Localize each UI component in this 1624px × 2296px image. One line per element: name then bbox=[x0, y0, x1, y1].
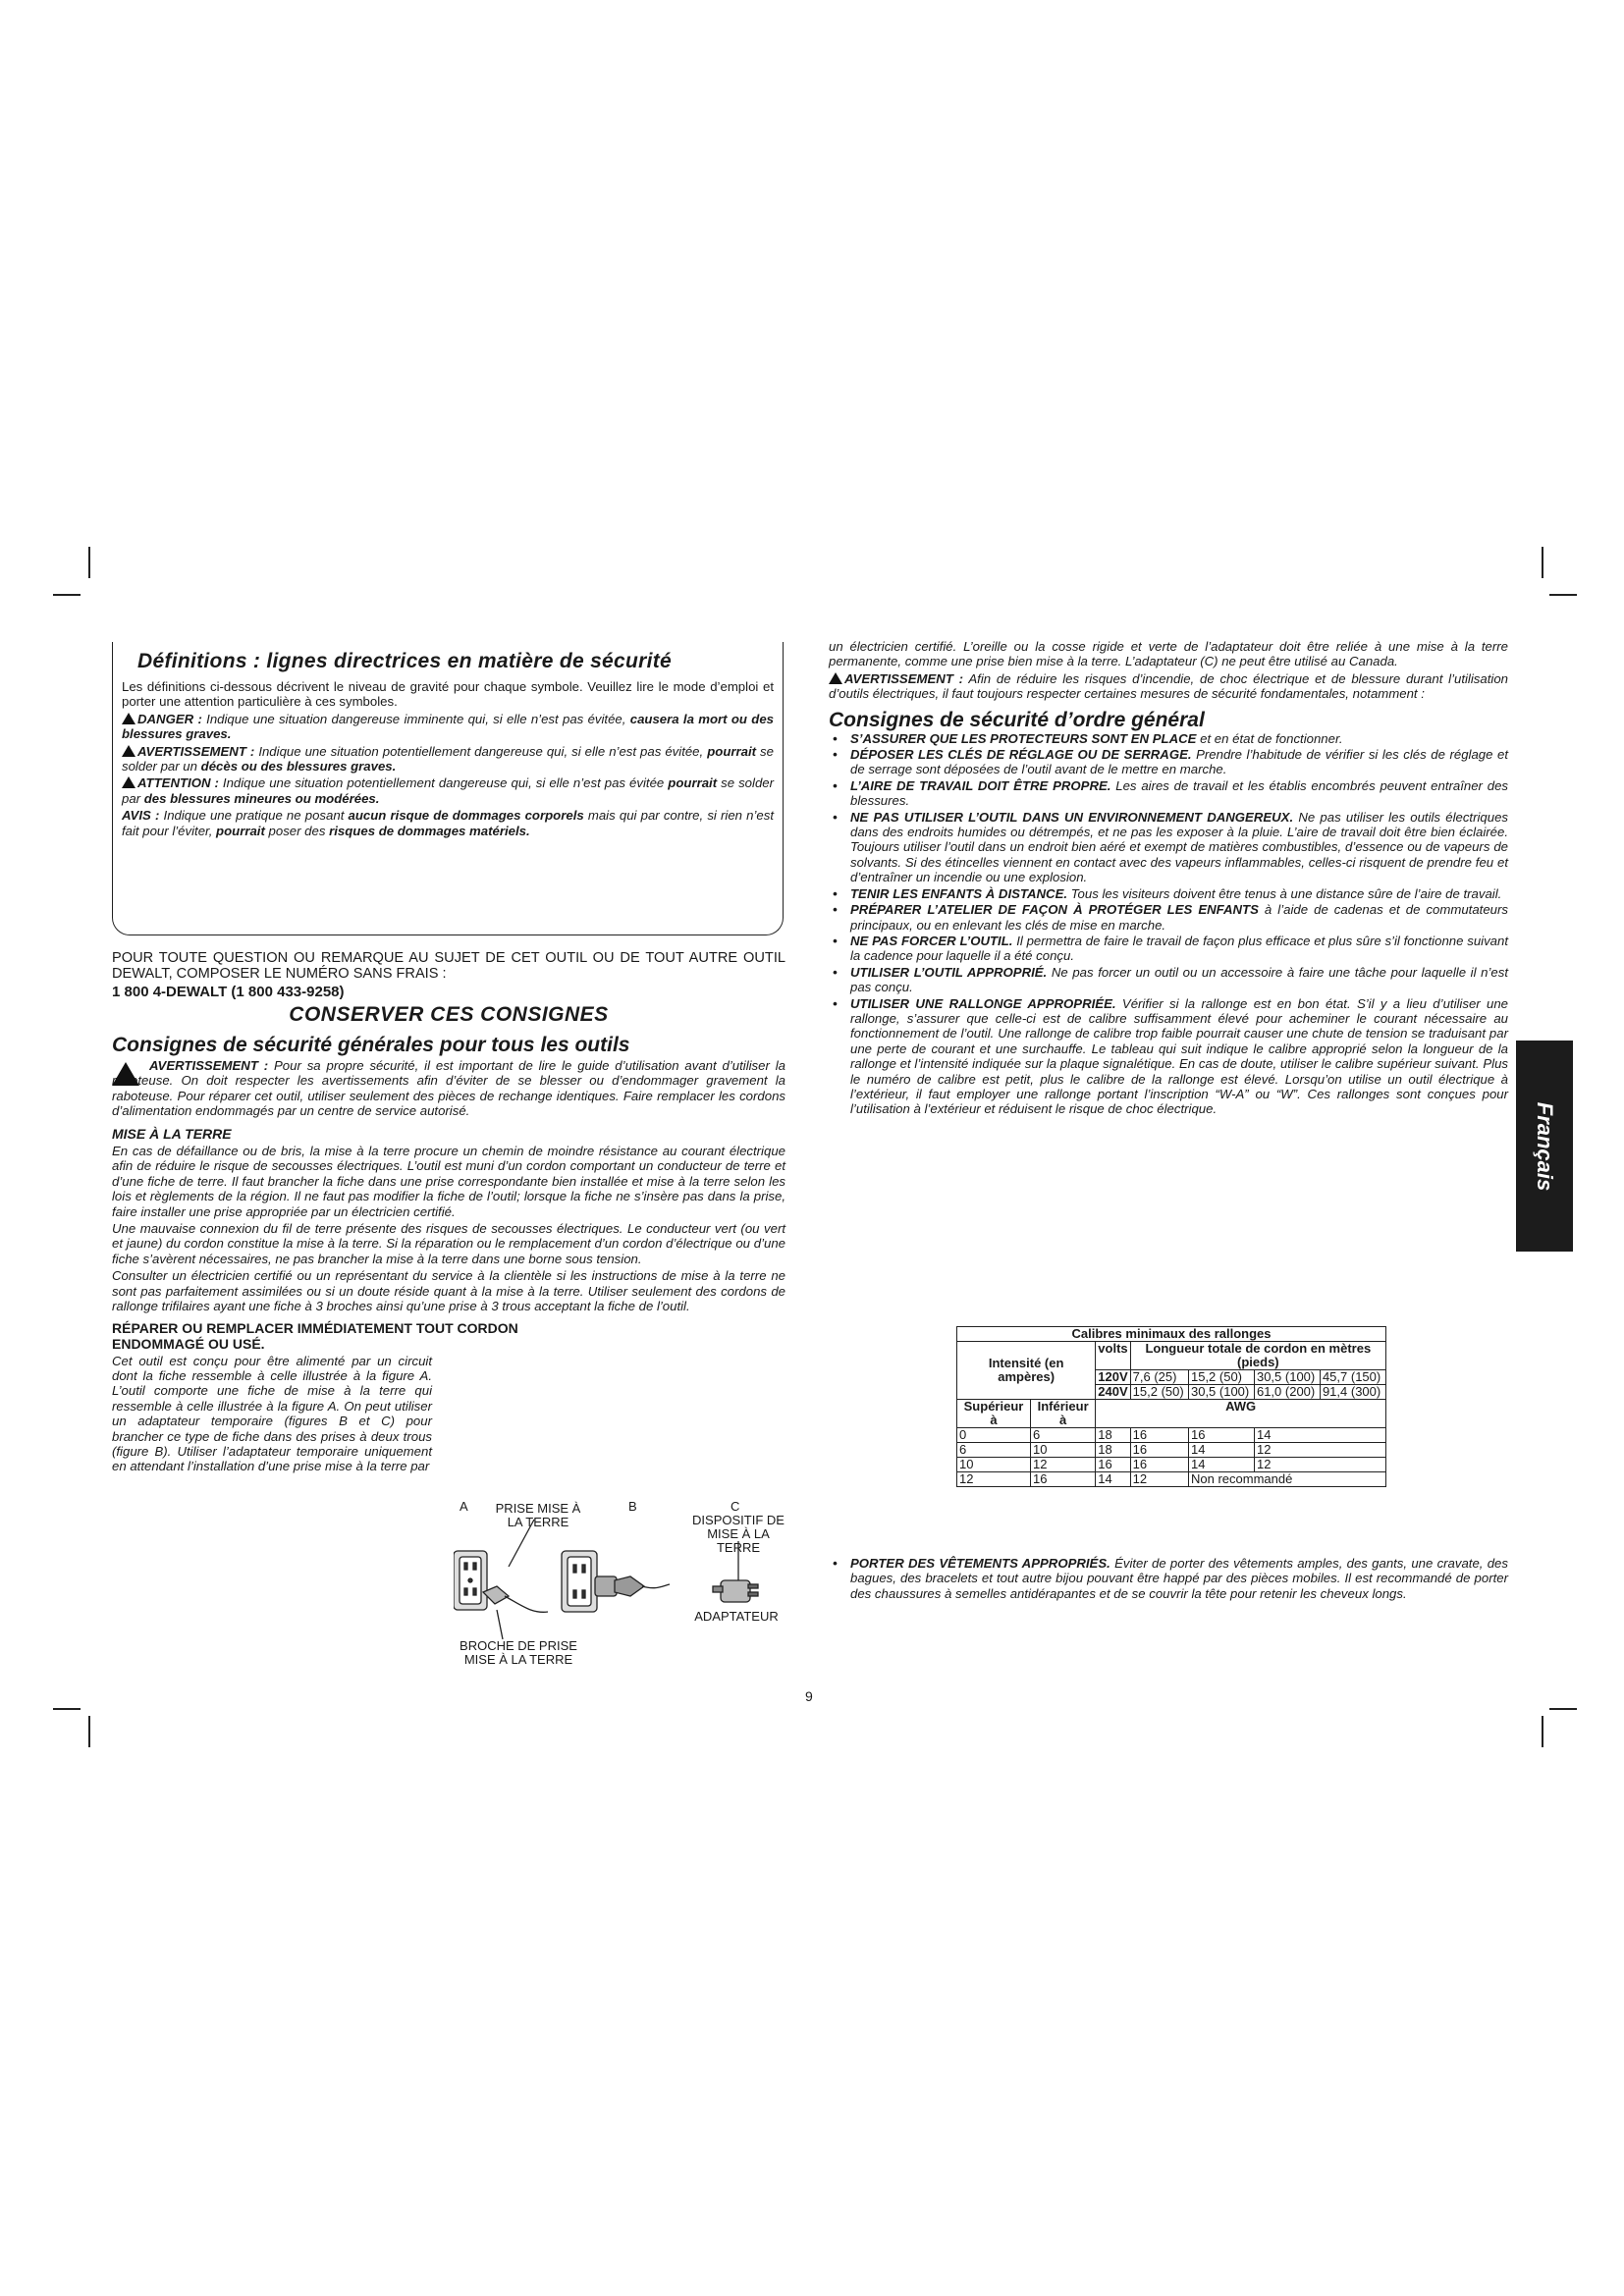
list-item: • TENIR LES ENFANTS À DISTANCE. Tous les visiteurs doivent être tenus à une distance sûre de l’aire de travail. bbox=[833, 885, 1502, 901]
table-cell: Non recommandé bbox=[1188, 1472, 1385, 1487]
list-item: • S’ASSURER QUE LES PROTECTEURS SONT EN PLACE et en état de fonctionner. bbox=[833, 730, 1343, 746]
ordre-title: Consignes de sécurité d’ordre général bbox=[829, 708, 1205, 731]
definitions-body bbox=[122, 679, 774, 840]
language-tab-label: Français bbox=[1533, 1101, 1557, 1191]
table-cell: 12 bbox=[1030, 1458, 1095, 1472]
table-volts: volts bbox=[1096, 1342, 1130, 1370]
terre-p1: En cas de défaillance ou de bris, la mise à la terre procure un chemin de moindre résistance au courant électrique afin de réduire le risque de secousses électriques. L’outil est muni d’un cordon comportant un conducteur de terre et d’une fiche de terre. Il faut brancher la fiche dans une prise correspondante bien installée et mise à la terre selon les lois et règlements de la région. Il ne faut pas modifier la fiche de l’outil; lorsque la fiche ne s’insère pas dans la prise, faire installer une prise appropriée par un électricien certifié. bbox=[112, 1144, 785, 1219]
crop-mark bbox=[1542, 1716, 1543, 1747]
table-cell: 16 bbox=[1130, 1443, 1188, 1458]
warning-triangle-icon bbox=[122, 776, 135, 788]
table-sup: Supérieur à bbox=[957, 1400, 1031, 1428]
figure-prise-label: PRISE MISE À LA TERRE bbox=[495, 1501, 581, 1529]
table-cell: 15,2 (50) bbox=[1188, 1370, 1254, 1385]
list-item: • NE PAS UTILISER L’OUTIL DANS UN ENVIRONNEMENT DANGEREUX. Ne pas utiliser les outils électriques dans des endroits humides ou détrempés, et ne pas les exposer à la pluie. L’aire de travail doit être bien éclairée. Toujours utiliser l’outil dans un endroit bien aéré et exempt de matières combustibles, d’essence ou de vapeurs de solvants. Si des étincelles viennent en contact avec des vapeurs inflammables, celles-ci risquent de prendre feu et d’entraîner un incendie ou une explosion. bbox=[833, 809, 1509, 885]
definition-avis: AVIS : Indique une pratique ne posant aucun risque de dommages corporels mais qui par contre, si rien n’est fait pour l’éviter, pourrait poser des risques de dommages matériels. bbox=[122, 808, 775, 838]
definition-danger: DANGER : Indique une situation dangereuse imminente qui, si elle n’est pas évitée, causera la mort ou des blessures graves. bbox=[122, 711, 774, 742]
extension-cord-table bbox=[956, 1326, 1386, 1487]
table-cell: 10 bbox=[1030, 1443, 1095, 1458]
list-item: • NE PAS FORCER L’OUTIL. Il permettra de faire le travail de façon plus efficace et plus sûre s’il fonctionne suivant la cadence pour laquelle il a été conçu. bbox=[833, 933, 1509, 964]
definitions-title: Définitions : lignes directrices en matière de sécurité bbox=[137, 650, 673, 672]
table-cell: 10 bbox=[957, 1458, 1031, 1472]
list-item: • PRÉPARER L’ATELIER DE FAÇON À PROTÉGER LES ENFANTS à l’aide de cadenas et de commutateurs principaux, ou en enlevant les clés de mise en marche. bbox=[833, 902, 1508, 933]
grounding-figure bbox=[454, 1496, 787, 1692]
table-cell: 6 bbox=[957, 1443, 1031, 1458]
language-tab bbox=[1516, 1041, 1573, 1252]
table-cell: 45,7 (150) bbox=[1320, 1370, 1385, 1385]
table-cell: 16 bbox=[1030, 1472, 1095, 1487]
crop-mark bbox=[1542, 547, 1543, 578]
table-cell: 18 bbox=[1096, 1428, 1130, 1443]
right-p1: un électricien certifié. L’oreille ou la cosse rigide et verte de l’adaptateur doit être reliée à une mise à la terre permanente, comme une prise bien mise à la terre. L’adaptateur (C) ne peut être utilisé au Canada. bbox=[829, 639, 1508, 669]
definition-avertissement: AVERTISSEMENT : Indique une situation potentiellement dangereuse qui, si elle n’est pas évitée, pourrait se solder par un décès ou des blessures graves. bbox=[122, 743, 774, 774]
crop-mark bbox=[53, 1708, 81, 1710]
table-title: Calibres minimaux des rallonges bbox=[957, 1327, 1386, 1342]
table-row bbox=[957, 1458, 1386, 1472]
table-cell: 0 bbox=[957, 1428, 1031, 1443]
table-cell: 30,5 (100) bbox=[1254, 1370, 1320, 1385]
terre-p2: Une mauvaise connexion du fil de terre présente des risques de secousses électriques. Le conducteur vert (ou vert et jaune) du cordon constitue la mise à la terre. Si la réparation ou le remplacement d’un cordon d’électrique ou d’une fiche s’avèrent nécessaires, ne pas brancher la mise à la terre dans une borne sous tension. bbox=[112, 1221, 785, 1266]
table-cell: 12 bbox=[1130, 1472, 1188, 1487]
table-cell: 120V bbox=[1096, 1370, 1130, 1385]
crop-mark bbox=[1549, 594, 1577, 596]
crop-mark bbox=[88, 1716, 90, 1747]
general-warning: AVERTISSEMENT : Pour sa propre sécurité, il est important de lire le guide d’utilisation avant d’utiliser la raboteuse. On doit respecter les avertissements afin d’éviter de se blesser ou d’endommager gravement la raboteuse. Pour réparer cet outil, utiliser seulement des pièces de rechange identiques. Faire remplacer les cordons d’alimentation endommagés par un centre de service autorisé. bbox=[112, 1058, 785, 1119]
warning-triangle-icon bbox=[122, 745, 135, 757]
table-cell: 7,6 (25) bbox=[1130, 1370, 1188, 1385]
plug-illustration bbox=[454, 1496, 787, 1692]
table-row bbox=[957, 1400, 1386, 1428]
table-cell: 16 bbox=[1096, 1458, 1130, 1472]
list-item: • PORTER DES VÊTEMENTS APPROPRIÉS. Éviter de porter des vêtements amples, des gants, une cravate, des bagues, des bracelets et tout autre bijou pouvant être happé par des pièces mobiles. Il est recommandé de porter des chaussures à semelles antidérapantes et de se couvrir la tête pour retenir les cheveux longs. bbox=[833, 1556, 1508, 1601]
table-cell: 91,4 (300) bbox=[1320, 1385, 1385, 1400]
table-row bbox=[957, 1472, 1386, 1487]
general-title: Consignes de sécurité générales pour tous les outils bbox=[112, 1034, 630, 1056]
warning-triangle-icon bbox=[829, 672, 842, 684]
definitions-intro: Les définitions ci-dessous décrivent le niveau de gravité pour chaque symbole. Veuillez lire le mode d’emploi et porter une attention particulière à ces symboles. bbox=[122, 679, 774, 710]
table-cell: 14 bbox=[1254, 1428, 1385, 1443]
table-intensite: Intensité (en ampères) bbox=[957, 1342, 1096, 1400]
ordre-list bbox=[829, 731, 1508, 1117]
last-bullet bbox=[829, 1556, 1508, 1602]
table-cell: 18 bbox=[1096, 1443, 1130, 1458]
crop-mark bbox=[88, 547, 90, 578]
definition-attention: ATTENTION : Indique une situation potentiellement dangereuse qui, si elle n’est pas évitée pourrait se solder par des blessures mineures ou modérées. bbox=[122, 775, 775, 806]
reparer-title: RÉPARER OU REMPLACER IMMÉDIATEMENT TOUT CORDON ENDOMMAGÉ OU USÉ. bbox=[112, 1319, 518, 1352]
figure-broche-label: BROCHE DE PRISE MISE À LA TERRE bbox=[460, 1638, 577, 1667]
right-warning: AVERTISSEMENT : Afin de réduire les risques d’incendie, de choc électrique et de blessure durant l’utilisation d’outils électriques, il faut toujours respecter certaines mesures de sécurité fondamentales, notamment : bbox=[829, 670, 1508, 702]
table-cell: 15,2 (50) bbox=[1130, 1385, 1188, 1400]
table-cell: 12 bbox=[1254, 1443, 1385, 1458]
figure-dispositif-label: DISPOSITIF DE MISE À LA TERRE bbox=[692, 1513, 785, 1555]
page-number: 9 bbox=[805, 1688, 813, 1704]
list-item: • UTILISER L’OUTIL APPROPRIÉ. Ne pas forcer un outil ou un accessoire à faire une tâche pour laquelle il n’est pas conçu. bbox=[833, 964, 1508, 995]
figure-label-b: B bbox=[628, 1499, 637, 1514]
table-inf: Inférieur à bbox=[1030, 1400, 1095, 1428]
figure-adaptateur-label: ADAPTATEUR bbox=[694, 1609, 779, 1624]
conserver-heading: CONSERVER CES CONSIGNES bbox=[289, 1003, 609, 1026]
crop-mark bbox=[53, 594, 81, 596]
terre-title: MISE À LA TERRE bbox=[112, 1125, 232, 1142]
table-cell: 30,5 (100) bbox=[1188, 1385, 1254, 1400]
table-cell: 16 bbox=[1130, 1428, 1188, 1443]
table-cell: 16 bbox=[1130, 1458, 1188, 1472]
figure-label-c: C bbox=[731, 1499, 740, 1514]
table-cell: 240V bbox=[1096, 1385, 1130, 1400]
crop-mark bbox=[1549, 1708, 1577, 1710]
figure-label-a: A bbox=[460, 1499, 468, 1514]
right-column bbox=[829, 639, 1508, 1118]
list-item: • UTILISER UNE RALLONGE APPROPRIÉE. Vérifier si la rallonge est en bon état. S’il y a lieu d’utiliser une rallonge, s’assurer que celle-ci est de calibre suffisamment élevé pour acheminer le courant nécessaire au fonctionnement de l’outil. Une rallonge de calibre trop faible pourrait causer une chute de tension se traduisant par une perte de courant et une surchauffe. Le tableau qui suit indique le calibre approprié selon la longueur de la rallonge et l’intensité indiquée sur la plaque signalétique. En cas de doute, utiliser le calibre supérieur suivant. Plus le numéro de calibre est petit, plus le calibre de la rallonge est élevé. Lorsqu’on utilise un outil électrique à l’extérieur, il faut employer une rallonge portant l’inscription “W-A” ou “W”. Ces rallonges sont conçues pour l’utilisation à l’extérieur et réduisent le risque de choc électrique. bbox=[833, 995, 1509, 1117]
table-cell: 14 bbox=[1188, 1458, 1254, 1472]
table-cell: 61,0 (200) bbox=[1254, 1385, 1320, 1400]
warning-triangle-icon bbox=[122, 713, 135, 724]
table-cell: 12 bbox=[1254, 1458, 1385, 1472]
table-awg: AWG bbox=[1096, 1400, 1386, 1428]
left-column bbox=[112, 950, 785, 1476]
table-longueur: Longueur totale de cordon en mètres (pieds) bbox=[1130, 1342, 1385, 1370]
warning-triangle-icon bbox=[112, 1062, 139, 1086]
table-cell: 6 bbox=[1030, 1428, 1095, 1443]
table-cell: 14 bbox=[1096, 1472, 1130, 1487]
list-item: • L’AIRE DE TRAVAIL DOIT ÊTRE PROPRE. Les aires de travail et les établis encombrés peuvent entraîner des blessures. bbox=[833, 777, 1508, 809]
terre-p3: Consulter un électricien certifié ou un représentant du service à la clientèle si les instructions de mise à la terre ne sont pas parfaitement assimilées ou si un doute réside quant à la mise à la terre. Utiliser seulement des cordons de rallonge trifilaires ayant une fiche à 3 broches ainsi qu’une prise à 3 trous acceptant la fiche de l’outil. bbox=[112, 1268, 785, 1314]
reparer-text: Cet outil est conçu pour être alimenté par un circuit dont la fiche ressemble à celle illustrée à la figure A. L’outil comporte une fiche de mise à la terre qui ressemble à celle illustrée à la figure A. On peut utiliser un adaptateur temporaire (figures B et C) pour brancher ce type de fiche dans des prises à deux trous (figure B). Utiliser l’adaptateur temporaire uniquement en attendant l’installation d’une prise mise à la terre par bbox=[112, 1353, 432, 1474]
table-row bbox=[957, 1327, 1386, 1342]
table-cell: 12 bbox=[957, 1472, 1031, 1487]
table-row bbox=[957, 1443, 1386, 1458]
contact-line: POUR TOUTE QUESTION OU REMARQUE AU SUJET DE CET OUTIL OU DE TOUT AUTRE OUTIL DEWALT, COMPOSER LE NUMÉRO SANS FRAIS : bbox=[112, 950, 785, 982]
list-item: • DÉPOSER LES CLÉS DE RÉGLAGE OU DE SERRAGE. Prendre l’habitude de vérifier si les clés de réglage et de serrage sont déposées de l’outil avant de le mettre en marche. bbox=[833, 747, 1508, 777]
table-row bbox=[957, 1428, 1386, 1443]
contact-phone: 1 800 4-DEWALT (1 800 433-9258) bbox=[112, 984, 345, 1000]
table-cell: 16 bbox=[1188, 1428, 1254, 1443]
table-row bbox=[957, 1342, 1386, 1370]
table-cell: 14 bbox=[1188, 1443, 1254, 1458]
